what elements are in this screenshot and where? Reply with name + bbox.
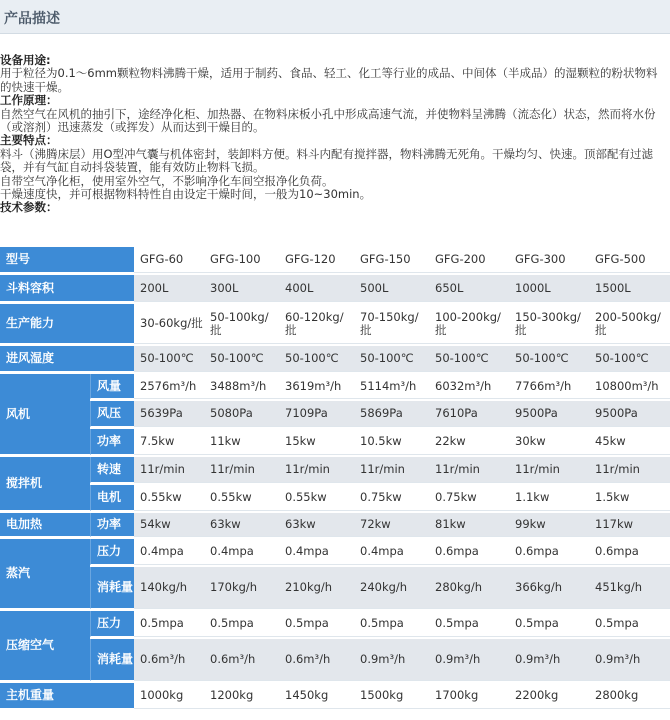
row-sub-label: 压力 <box>90 611 134 637</box>
table-cell: 11r/min <box>509 457 589 483</box>
table-cell: 400L <box>279 275 354 302</box>
table-cell: GFG-150 <box>354 247 429 273</box>
feature-item: 自带空气净化柜，使用室外空气，不影响净化车间空报净化负荷。 <box>0 173 334 188</box>
table-cell: 451kg/h <box>589 567 670 609</box>
table-cell: 11r/min <box>134 457 204 483</box>
row-label: 型号 <box>0 247 134 273</box>
row-group-label: 电加热 <box>0 513 90 537</box>
table-cell: 50-100℃ <box>134 346 204 372</box>
table-row <box>0 374 670 399</box>
table-cell: 500L <box>354 275 429 302</box>
row-sub-label: 风压 <box>90 401 134 427</box>
table-cell: 1500kg <box>354 683 429 709</box>
row-sub-label: 压力 <box>90 539 134 565</box>
table-cell: 50-100℃ <box>354 346 429 372</box>
table-cell: 0.55kw <box>204 485 279 511</box>
table-row <box>0 567 670 609</box>
product-description <box>0 54 668 215</box>
table-cell: 150-300kg/批 <box>509 304 589 344</box>
table-cell: 63kw <box>204 513 279 537</box>
table-cell: 45kw <box>589 429 670 455</box>
table-cell: 200-500kg/批 <box>589 304 670 344</box>
table-cell: 0.6mpa <box>589 539 670 565</box>
table-cell: 0.55kw <box>279 485 354 511</box>
table-cell: 5869Pa <box>354 401 429 427</box>
table-cell: 1200kg <box>204 683 279 709</box>
table-cell: 22kw <box>429 429 509 455</box>
table-cell: GFG-200 <box>429 247 509 273</box>
table-cell: 1700kg <box>429 683 509 709</box>
row-group-label: 搅拌机 <box>0 457 90 511</box>
table-cell: 2800kg <box>589 683 670 709</box>
table-cell: 9500Pa <box>509 401 589 427</box>
table-cell: 30kw <box>509 429 589 455</box>
table-cell: 0.5mpa <box>509 611 589 637</box>
table-cell: 0.5mpa <box>279 611 354 637</box>
table-cell: 5114m³/h <box>354 374 429 399</box>
table-cell: 0.6m³/h <box>204 639 279 681</box>
table-cell: 11r/min <box>429 457 509 483</box>
table-cell: 2576m³/h <box>134 374 204 399</box>
table-cell: 7766m³/h <box>509 374 589 399</box>
table-cell: 0.4mpa <box>204 539 279 565</box>
table-cell: 10.5kw <box>354 429 429 455</box>
table-cell: 0.4mpa <box>279 539 354 565</box>
table-cell: 11r/min <box>354 457 429 483</box>
table-cell: 0.4mpa <box>354 539 429 565</box>
table-cell: 50-100℃ <box>429 346 509 372</box>
table-cell: 30-60kg/批 <box>134 304 204 344</box>
table-cell: 10800m³/h <box>589 374 670 399</box>
table-cell: 11r/min <box>279 457 354 483</box>
row-sub-label: 功率 <box>90 513 134 537</box>
table-cell: 1450kg <box>279 683 354 709</box>
table-cell: 15kw <box>279 429 354 455</box>
table-cell: 1000kg <box>134 683 204 709</box>
table-cell: 9500Pa <box>589 401 670 427</box>
table-cell: GFG-120 <box>279 247 354 273</box>
table-cell: 11r/min <box>204 457 279 483</box>
feature-item: 料斗（沸腾床层）用O型冲气囊与机体密封，装卸料方便。料斗内配有搅拌器，物料沸腾无死角。干燥均匀、快速。顶部配有过滤袋，并有气缸自动抖袋装置，能有效防止物料飞损。 <box>0 146 654 175</box>
table-cell: 210kg/h <box>279 567 354 609</box>
section-header <box>0 0 670 34</box>
spec-table <box>0 245 670 711</box>
table-cell: 1500L <box>589 275 670 302</box>
table-cell: 200L <box>134 275 204 302</box>
table-cell: GFG-500 <box>589 247 670 273</box>
table-cell: 1.1kw <box>509 485 589 511</box>
table-cell: 7.5kw <box>134 429 204 455</box>
table-row <box>0 683 670 709</box>
features-heading: 主要特点： <box>0 133 58 148</box>
row-sub-label: 消耗量 <box>90 567 134 609</box>
row-sub-label: 风量 <box>90 374 134 399</box>
table-cell: 6032m³/h <box>429 374 509 399</box>
table-row <box>0 539 670 565</box>
table-cell: 0.9m³/h <box>429 639 509 681</box>
table-cell: 81kw <box>429 513 509 537</box>
table-cell: 0.75kw <box>354 485 429 511</box>
row-label: 进风湿度 <box>0 346 134 372</box>
row-sub-label: 电机 <box>90 485 134 511</box>
table-cell: GFG-60 <box>134 247 204 273</box>
table-cell: 5639Pa <box>134 401 204 427</box>
table-cell: GFG-100 <box>204 247 279 273</box>
table-cell: 7610Pa <box>429 401 509 427</box>
table-row <box>0 247 670 273</box>
table-cell: 0.9m³/h <box>509 639 589 681</box>
principle-heading: 工作原理： <box>0 93 58 108</box>
table-cell: 280kg/h <box>429 567 509 609</box>
table-cell: 170kg/h <box>204 567 279 609</box>
table-cell: 50-100kg/批 <box>204 304 279 344</box>
table-row <box>0 485 670 511</box>
table-cell: 366kg/h <box>509 567 589 609</box>
table-cell: 3488m³/h <box>204 374 279 399</box>
table-cell: 117kw <box>589 513 670 537</box>
table-cell: 240kg/h <box>354 567 429 609</box>
table-row <box>0 304 670 344</box>
table-row <box>0 429 670 455</box>
table-cell: 140kg/h <box>134 567 204 609</box>
principle-text: 自然空气在风机的抽引下，途经净化柜、加热器、在物料床板小孔中形成高速气流，并使物料呈沸腾（流态化）状态，然而将水份（或溶剂）迅速蒸发（或挥发）从而达到干燥目的。 <box>0 106 656 135</box>
table-cell: 54kw <box>134 513 204 537</box>
feature-item: 干燥速度快，并可根据物料特性自由设定干燥时间，一般为10~30min。 <box>0 187 372 202</box>
table-cell: 0.6m³/h <box>134 639 204 681</box>
table-row <box>0 275 670 302</box>
table-cell: 0.55kw <box>134 485 204 511</box>
table-cell: 300L <box>204 275 279 302</box>
table-cell: 0.9m³/h <box>354 639 429 681</box>
table-row <box>0 346 670 372</box>
table-cell: 1.5kw <box>589 485 670 511</box>
row-group-label: 风机 <box>0 374 90 455</box>
table-cell: 100-200kg/批 <box>429 304 509 344</box>
row-group-label: 压缩空气 <box>0 611 90 681</box>
section-title: 产品描述 <box>4 11 60 27</box>
table-cell: 5080Pa <box>204 401 279 427</box>
table-cell: 0.5mpa <box>589 611 670 637</box>
table-row <box>0 611 670 637</box>
table-cell: 0.6m³/h <box>279 639 354 681</box>
table-cell: 0.5mpa <box>354 611 429 637</box>
row-sub-label: 消耗量 <box>90 639 134 681</box>
table-cell: 0.5mpa <box>134 611 204 637</box>
table-cell: 0.75kw <box>429 485 509 511</box>
table-cell: 0.5mpa <box>204 611 279 637</box>
table-row <box>0 639 670 681</box>
table-cell: 50-100℃ <box>509 346 589 372</box>
table-cell: 1000L <box>509 275 589 302</box>
table-cell: 70-150kg/批 <box>354 304 429 344</box>
table-row <box>0 401 670 427</box>
row-sub-label: 转速 <box>90 457 134 483</box>
table-row <box>0 513 670 537</box>
params-heading: 技术参数： <box>0 200 58 215</box>
table-cell: 0.4mpa <box>134 539 204 565</box>
row-sub-label: 功率 <box>90 429 134 455</box>
row-label: 主机重量 <box>0 683 134 709</box>
table-cell: 11kw <box>204 429 279 455</box>
table-cell: 0.5mpa <box>429 611 509 637</box>
table-cell: 3619m³/h <box>279 374 354 399</box>
table-cell: 50-100℃ <box>589 346 670 372</box>
table-cell: 0.9m³/h <box>589 639 670 681</box>
table-cell: 7109Pa <box>279 401 354 427</box>
table-cell: 50-100℃ <box>279 346 354 372</box>
table-cell: 72kw <box>354 513 429 537</box>
row-label: 斗料容积 <box>0 275 134 302</box>
row-group-label: 蒸汽 <box>0 539 90 609</box>
table-cell: 99kw <box>509 513 589 537</box>
table-row <box>0 457 670 483</box>
table-cell: GFG-300 <box>509 247 589 273</box>
equip-use-heading: 设备用途: <box>0 53 51 67</box>
table-cell: 0.6mpa <box>509 539 589 565</box>
table-cell: 63kw <box>279 513 354 537</box>
table-cell: 50-100℃ <box>204 346 279 372</box>
row-label: 生产能力 <box>0 304 134 344</box>
table-cell: 2200kg <box>509 683 589 709</box>
table-cell: 11r/min <box>589 457 670 483</box>
table-cell: 650L <box>429 275 509 302</box>
table-cell: 60-120kg/批 <box>279 304 354 344</box>
table-cell: 0.6mpa <box>429 539 509 565</box>
equip-use-text: 用于粒径为0.1～6mm颗粒物料沸腾干燥，适用于制药、食品、轻工、化工等行业的成品、中间体（半成品）的湿颗粒的粉状物料的快速干燥。 <box>0 66 658 94</box>
